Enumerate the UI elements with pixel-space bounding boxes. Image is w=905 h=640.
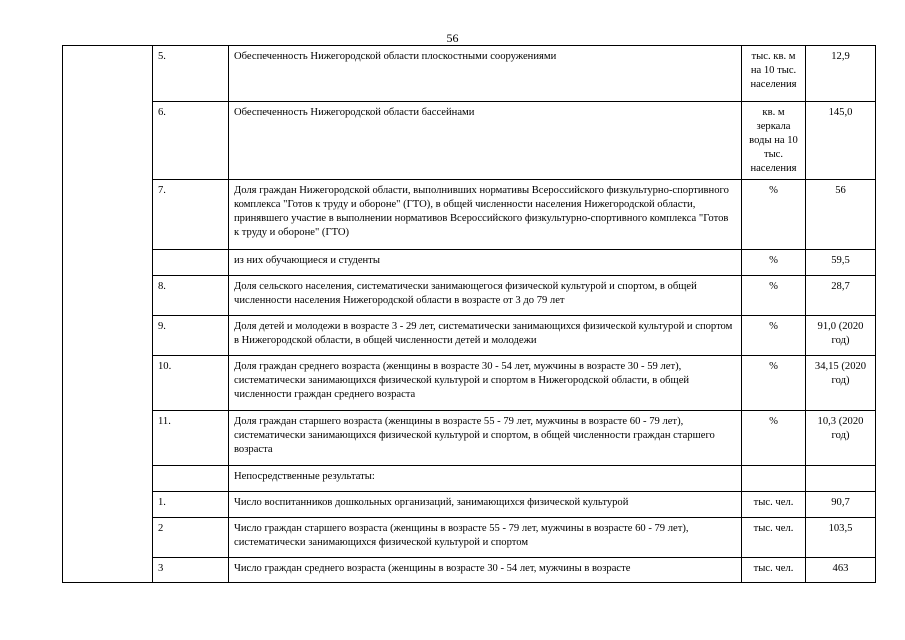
table-row <box>63 102 876 180</box>
value-cell: 463 <box>806 558 876 583</box>
value-cell: 28,7 <box>806 276 876 316</box>
indicator-text: Доля граждан среднего возраста (женщины в возрасте 30 - 54 лет, мужчины в возрасте 30 - 59 лет), систематически занимающихся физической культурой и спортом в Нижегородской области, в общей численности граждан среднего возраста <box>229 356 742 411</box>
unit-cell: % <box>742 250 806 276</box>
unit-cell: кв. м зеркала воды на 10 тыс. населения <box>742 102 806 180</box>
table-row <box>63 316 876 356</box>
value-cell: 12,9 <box>806 46 876 102</box>
value-cell: 10,3 (2020 год) <box>806 411 876 466</box>
value-cell: 145,0 <box>806 102 876 180</box>
value-cell: 103,5 <box>806 518 876 558</box>
row-number: 1. <box>153 492 229 518</box>
unit-cell <box>742 466 806 492</box>
indicator-text: Доля граждан Нижегородской области, выполнивших нормативы Всероссийского физкультурно-спортивного комплекса "Готов к труду и обороне" (ГТО), в общей численности населения Нижегородской области, принявшего участие в выполнении нормативов Всероссийского физкультурно-спортивного комплекса "Готов к труду и обороне" (ГТО) <box>229 180 742 250</box>
indicator-text: из них обучающиеся и студенты <box>229 250 742 276</box>
value-cell: 59,5 <box>806 250 876 276</box>
unit-cell: тыс. чел. <box>742 518 806 558</box>
row-number: 2 <box>153 518 229 558</box>
row-number: 3 <box>153 558 229 583</box>
table-row <box>63 466 876 492</box>
table-row <box>63 411 876 466</box>
row-number: 10. <box>153 356 229 411</box>
indicator-text: Число граждан старшего возраста (женщины в возрасте 55 - 79 лет, мужчины в возрасте 60 - 79 лет), систематически занимающихся физической культурой и спортом <box>229 518 742 558</box>
value-cell: 56 <box>806 180 876 250</box>
unit-cell: % <box>742 411 806 466</box>
row-number <box>153 250 229 276</box>
unit-cell: % <box>742 180 806 250</box>
value-cell: 90,7 <box>806 492 876 518</box>
unit-cell: % <box>742 356 806 411</box>
section-heading: Непосредственные результаты: <box>229 466 742 492</box>
table-row <box>63 518 876 558</box>
table-row <box>63 250 876 276</box>
table-row <box>63 180 876 250</box>
row-number: 8. <box>153 276 229 316</box>
indicator-text: Доля сельского населения, систематически занимающегося физической культурой и спортом, в общей численности населения Нижегородской области в возрасте от 3 до 79 лет <box>229 276 742 316</box>
blank-first-column <box>63 46 153 583</box>
indicator-text: Доля детей и молодежи в возрасте 3 - 29 лет, систематически занимающихся физической культурой и спортом в Нижегородской области, в общей численности детей и молодежи <box>229 316 742 356</box>
unit-cell: тыс. чел. <box>742 558 806 583</box>
value-cell: 91,0 (2020 год) <box>806 316 876 356</box>
indicator-text: Число воспитанников дошкольных организаций, занимающихся физической культурой <box>229 492 742 518</box>
table-row <box>63 46 876 102</box>
indicator-text: Обеспеченность Нижегородской области бассейнами <box>229 102 742 180</box>
unit-cell: % <box>742 316 806 356</box>
table-row <box>63 356 876 411</box>
unit-cell: тыс. чел. <box>742 492 806 518</box>
table-row <box>63 492 876 518</box>
indicator-text: Обеспеченность Нижегородской области плоскостными сооружениями <box>229 46 742 102</box>
table-row <box>63 276 876 316</box>
row-number: 11. <box>153 411 229 466</box>
page-number: 56 <box>446 31 459 45</box>
row-number <box>153 466 229 492</box>
row-number: 7. <box>153 180 229 250</box>
value-cell <box>806 466 876 492</box>
unit-cell: тыс. кв. м на 10 тыс. населения <box>742 46 806 102</box>
value-cell: 34,15 (2020 год) <box>806 356 876 411</box>
indicator-text: Доля граждан старшего возраста (женщины в возрасте 55 - 79 лет, мужчины в возрасте 60 - 79 лет), систематически занимающихся физической культурой и спортом, в общей численности граждан старшего возраста <box>229 411 742 466</box>
row-number: 5. <box>153 46 229 102</box>
indicator-text: Число граждан среднего возраста (женщины в возрасте 30 - 54 лет, мужчины в возрасте <box>229 558 742 583</box>
row-number: 6. <box>153 102 229 180</box>
indicators-table <box>62 45 876 583</box>
unit-cell: % <box>742 276 806 316</box>
table-row <box>63 558 876 583</box>
row-number: 9. <box>153 316 229 356</box>
